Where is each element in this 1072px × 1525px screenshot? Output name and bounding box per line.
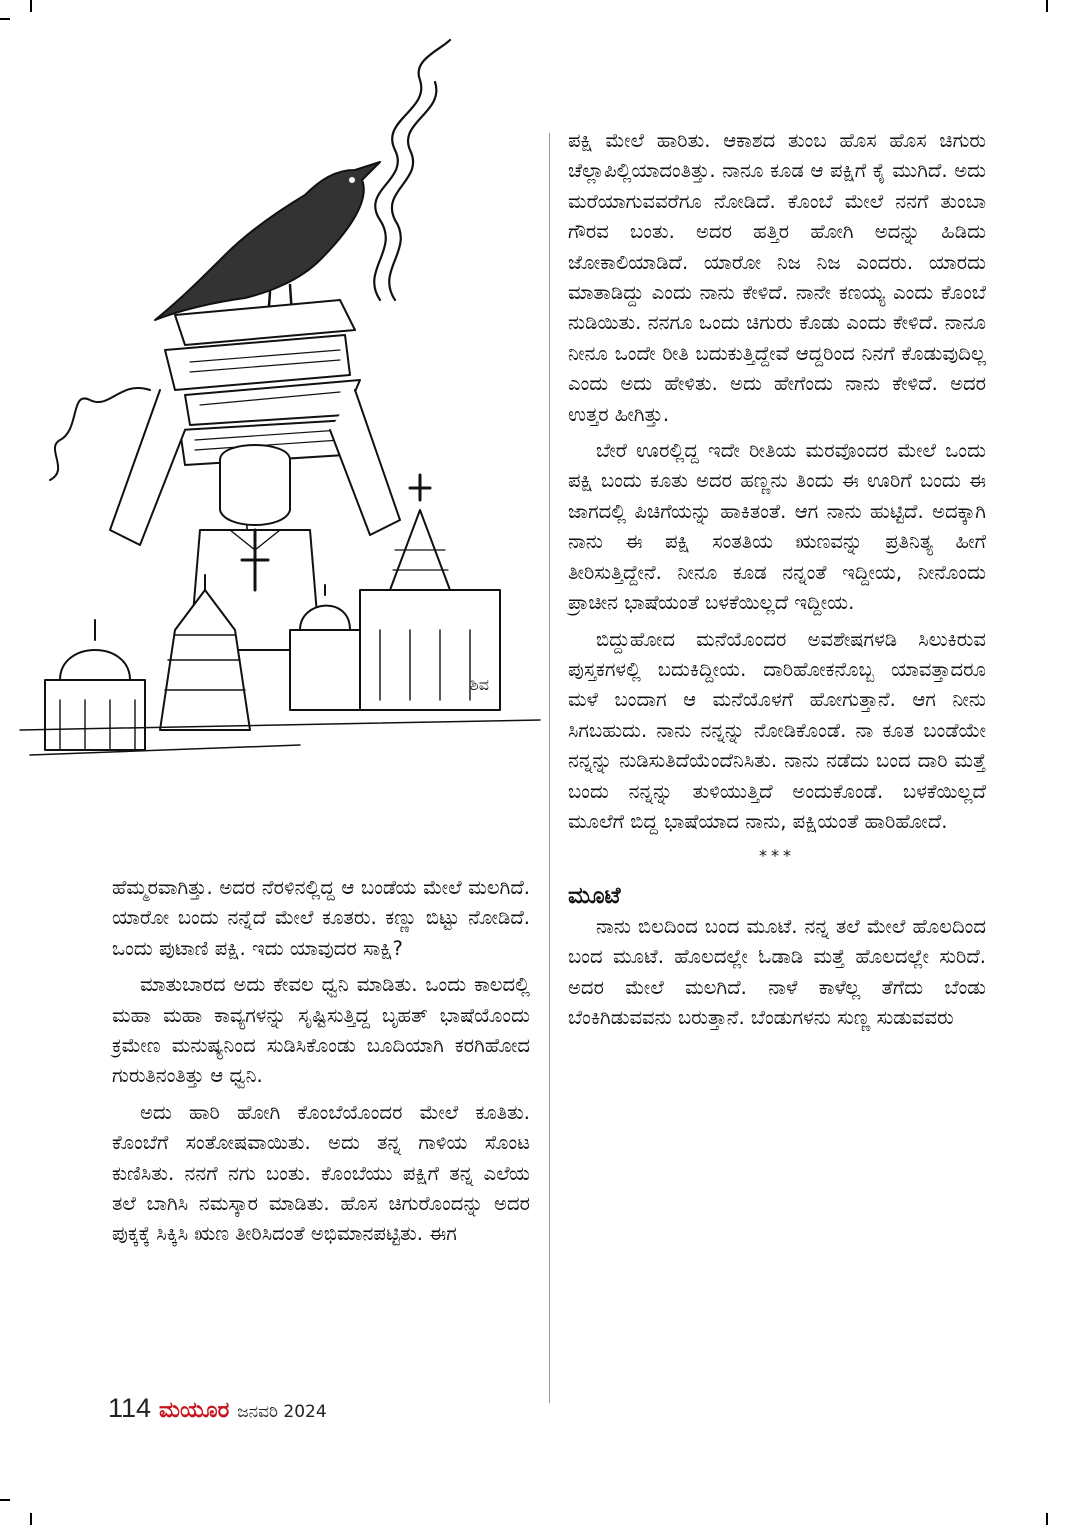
paragraph: ಮಾತುಬಾರದ ಅದು ಕೇವಲ ಧ್ವನಿ ಮಾಡಿತು. ಒಂದು ಕಾಲದಲ್ಲಿ ಮಹಾ ಮಹಾ ಕಾವ್ಯಗಳನ್ನು ಸೃಷ್ಟಿಸುತ್ತಿದ್ದ ಬೃಹತ್ ಭಾಷೆಯೊಂದು ಕ್ರಮೇಣ ಮನುಷ್ಯನಿಂದ ಸುಡಿಸಿಕೊಂಡು ಬೂದಿಯಾಗಿ ಕರಗಿಹೋದ ಗುರುತಿನಂತಿತ್ತು ಆ ಧ್ವನಿ. — [112, 973, 530, 1088]
crop-mark — [0, 18, 10, 20]
artist-signature: ಶಿವ — [470, 675, 490, 694]
section-separator: *** — [759, 846, 795, 866]
crop-mark — [1046, 0, 1048, 12]
crop-mark — [30, 1513, 32, 1525]
crop-mark — [30, 0, 32, 12]
paragraph: ಅದು ಹಾರಿ ಹೋಗಿ ಕೊಂಬೆಯೊಂದರ ಮೇಲೆ ಕೂತಿತು. ಕೊಂಬೆಗೆ ಸಂತೋಷವಾಯಿತು. ಅದು ತನ್ನ ಗಾಳಿಯ ಸೊಂಟ ಕುಣಿಸಿತು. ನನಗೆ ನಗು ಬಂತು. ಕೊಂಬೆಯು ಪಕ್ಷಿಗೆ ತನ್ನ ಎಲೆಯ ತಲೆ ಬಾಗಿಸಿ ನಮಸ್ಕಾರ ಮಾಡಿತು. ಹೊಸ ಚಿಗುರೊಂದನ್ನು ಅದರ ಪುಕ್ಕಕ್ಕೆ ಸಿಕ್ಕಿಸಿ ಋಣ ತೀರಿಸಿದಂತೆ ಅಭಿಮಾನಪಟ್ಟಿತು. ಈಗ — [112, 1100, 530, 1246]
right-column — [568, 126, 986, 1033]
magazine-logo: ಮಯೂರ — [159, 1398, 230, 1423]
left-column — [112, 873, 530, 1250]
page-number: 114 — [108, 1393, 152, 1423]
page-footer — [108, 1393, 327, 1429]
illustration — [0, 30, 545, 840]
paragraph: ಪಕ್ಷಿ ಮೇಲೆ ಹಾರಿತು. ಆಕಾಶದ ತುಂಬ ಹೊಸ ಹೊಸ ಚಿಗುರು ಚೆಲ್ಲಾಪಿಲ್ಲಿಯಾದಂತಿತ್ತು. ನಾನೂ ಕೂಡ ಆ ಪಕ್ಷಿಗೆ ಕೈ ಮುಗಿದೆ. ಅದು ಮರೆಯಾಗುವವರೆಗೂ ನೋಡಿದೆ. ಕೊಂಬೆ ಮೇಲೆ ನನಗೆ ತುಂಬಾ ಗೌರವ ಬಂತು. ಅದರ ಹತ್ತಿರ ಹೋಗಿ ಅದನ್ನು ಹಿಡಿದು ಜೋಕಾಲಿಯಾಡಿದೆ. ಯಾರೋ ನಿಜ ನಿಜ ಎಂದರು. ಯಾರದು ಮಾತಾಡಿದ್ದು ಎಂದು ನಾನು ಕೇಳಿದೆ. ನಾನೇ ಕಣಯ್ಯ ಎಂದು ಕೊಂಬೆ ನುಡಿಯಿತು. ನನಗೂ ಒಂದು ಚಿಗುರು ಕೊಡು ಎಂದು ಕೇಳಿದೆ. ನಾನೂ ನೀನೂ ಒಂದೇ ರೀತಿ ಬದುಕುತ್ತಿದ್ದೇವೆ ಆದ್ದರಿಂದ ನಿನಗೆ ಕೊಡುವುದಿಲ್ಲ ಎಂದು ಅದು ಹೇಳಿತು. ಅದು ಹೇಗೆಂದು ನಾನು ಕೇಳಿದೆ. ಅದರ ಉತ್ತರ ಹೀಗಿತ್ತು. — [568, 129, 986, 426]
section-heading: ಮೂಟೆ — [568, 882, 621, 909]
crop-mark — [1046, 1513, 1048, 1525]
paragraph: ಬೇರೆ ಊರಲ್ಲಿದ್ದ ಇದೇ ರೀತಿಯ ಮರವೊಂದರ ಮೇಲೆ ಒಂದು ಪಕ್ಷಿ ಬಂದು ಕೂತು ಅದರ ಹಣ್ಣನು ತಿಂದು ಈ ಊರಿಗೆ ಬಂದು ಈ ಜಾಗದಲ್ಲಿ ಪಿಚಿಗೆಯನ್ನು ಹಾಕಿತಂತೆ. ಆಗ ನಾನು ಹುಟ್ಟಿದೆ. ಅದಕ್ಕಾಗಿ ನಾನು ಈ ಪಕ್ಷಿ ಸಂತತಿಯ ಋಣವನ್ನು ಪ್ರತಿನಿತ್ಯ ಹೀಗೆ ತೀರಿಸುತ್ತಿದ್ದೇನೆ. ನೀನೂ ಕೂಡ ನನ್ನಂತೆ ಇದ್ದೀಯ, ನೀನೊಂದು ಪ್ರಾಚೀನ ಭಾಷೆಯಂತೆ ಬಳಕೆಯಿಲ್ಲದೆ ಇದ್ದೀಯ. — [568, 439, 986, 615]
paragraph: ಬಿದ್ದುಹೋದ ಮನೆಯೊಂದರ ಅವಶೇಷಗಳಡಿ ಸಿಲುಕಿರುವ ಪುಸ್ತಕಗಳಲ್ಲಿ ಬದುಕಿದ್ದೀಯ. ದಾರಿಹೋಕನೊಬ್ಬ ಯಾವತ್ತಾದರೂ ಮಳೆ ಬಂದಾಗ ಆ ಮನೆಯೊಳಗೆ ಹೋಗುತ್ತಾನೆ. ಆಗ ನೀನು ಸಿಗಬಹುದು. ನಾನು ನನ್ನನ್ನು ನೋಡಿಕೊಂಡೆ. ನಾ ಕೂತ ಬಂಡೆಯೇ ನನ್ನನ್ನು ನುಡಿಸುತಿದೆಯೆಂದೆನಿಸಿತು. ನಾನು ನಡೆದು ಬಂದ ದಾರಿ ಮತ್ತೆ ಬಂದು ನನ್ನನ್ನು ತುಳಿಯುತ್ತಿದೆ ಅಂದುಕೊಂಡೆ. ಬಳಕೆಯಿಲ್ಲದೆ ಮೂಲೆಗೆ ಬಿದ್ದ ಭಾಷೆಯಾದ ನಾನು, ಪಕ್ಷಿಯಂತೆ ಹಾರಿಹೋದೆ. — [568, 627, 986, 833]
books-icon — [165, 300, 360, 465]
paragraph: ನಾನು ಬಿಲದಿಂದ ಬಂದ ಮೂಟೆ. ನನ್ನ ತಲೆ ಮೇಲೆ ಹೊಲದಿಂದ ಬಂದ ಮೂಟೆ. ಹೊಲದಲ್ಲೇ ಓಡಾಡಿ ಮತ್ತೆ ಹೊಲದಲ್ಲೇ ಸುರಿದೆ. ಅದರ ಮೇಲೆ ಮಲಗಿದೆ. ನಾಳೆ ಕಾಳೆಲ್ಲ ತೆಗೆದು ಬೆಂಡು ಬೆಂಕಿಗಿಡುವವನು ಬರುತ್ತಾನೆ. ಬೆಂಡುಗಳನು ಸುಣ್ಣ ಸುಡುವವರು — [568, 914, 986, 1029]
crow-icon — [155, 162, 380, 320]
column-divider — [549, 133, 550, 1403]
smoke-icon — [374, 40, 450, 300]
issue-date: ಜನವರಿ 2024 — [237, 1402, 327, 1422]
crop-mark — [0, 1499, 10, 1501]
paragraph: ಹೆಮ್ಮರವಾಗಿತ್ತು. ಅದರ ನೆರಳಿನಲ್ಲಿದ್ದ ಆ ಬಂಡೆಯ ಮೇಲೆ ಮಲಗಿದೆ. ಯಾರೋ ಬಂದು ನನ್ನೆದೆ ಮೇಲೆ ಕೂತರು. ಕಣ್ಣು ಬಿಟ್ಟು ನೋಡಿದೆ. ಒಂದು ಪುಟಾಣಿ ಪಕ್ಷಿ. ಇದು ಯಾವುದರ ಸಾಕ್ಷಿ? — [112, 876, 530, 960]
shrine-icon — [45, 620, 145, 750]
